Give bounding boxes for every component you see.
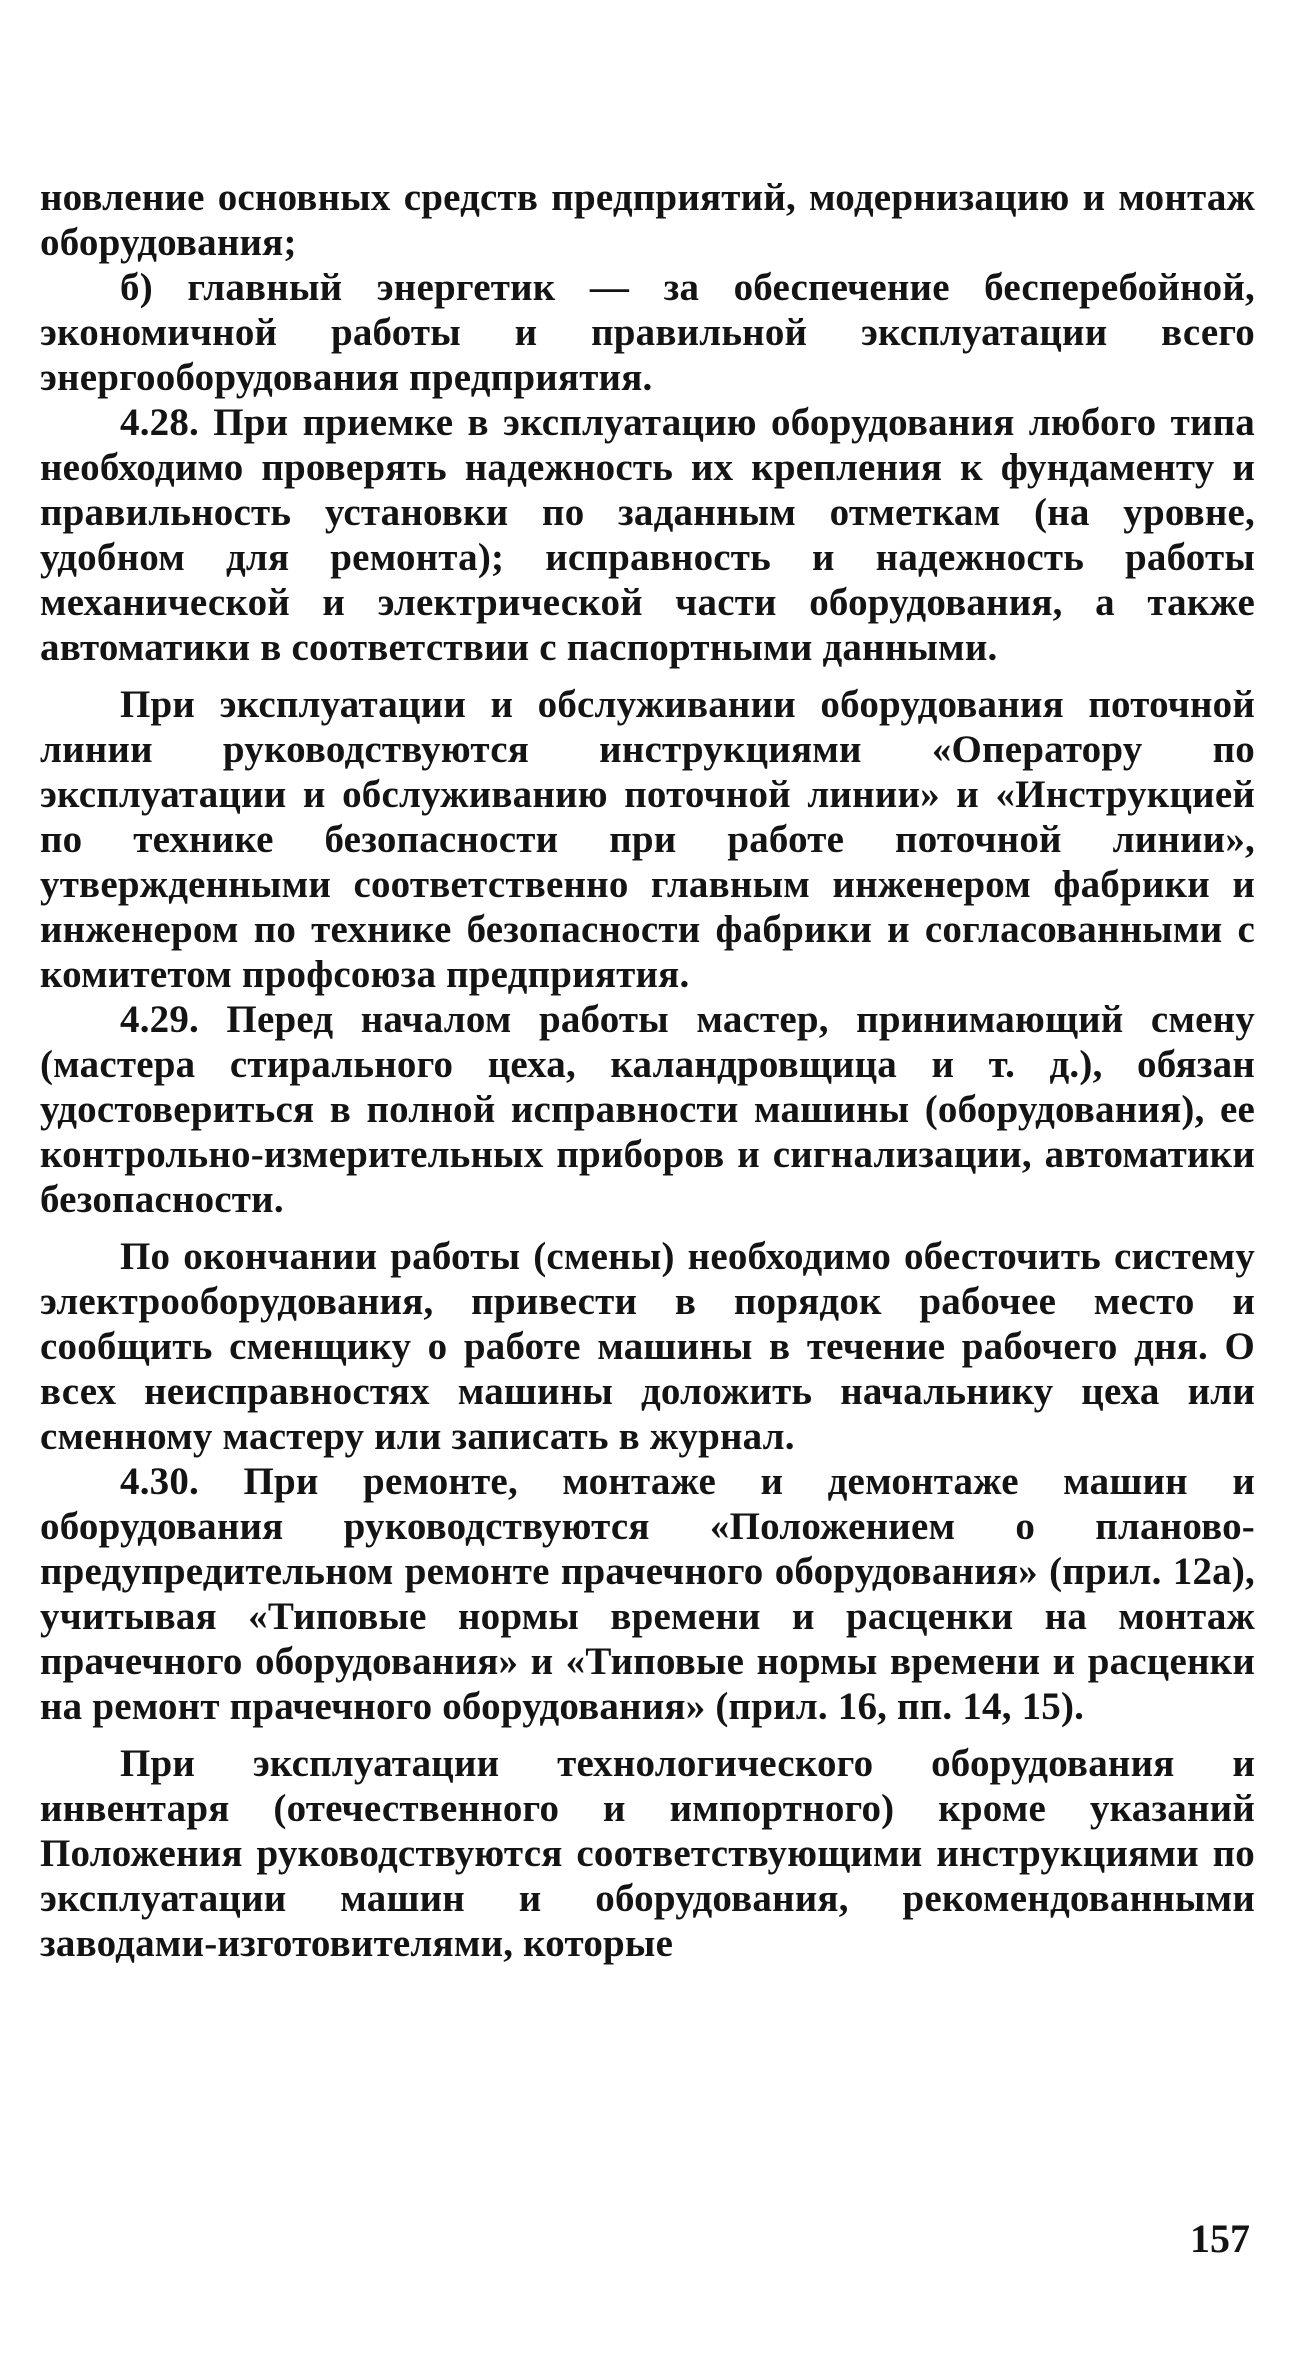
paragraph-5 <box>40 997 1255 1222</box>
paragraph-text: новление основных средств предприятий, модернизацию и монтаж оборудования; <box>40 176 1255 264</box>
paragraph-1 <box>40 175 1255 265</box>
paragraph-text: При приемке в эксплуатацию оборудования любого типа необходимо проверять надежность их крепления к фундаменту и правильность установки по заданным отметкам (на уровне, удобном для ремонта); исправность и надежность работы механической и электрической части оборудования, а также автоматики в соответствии с паспортными данными. <box>40 401 1255 669</box>
paragraph-3 <box>40 400 1255 670</box>
paragraph-4 <box>40 682 1255 997</box>
clause-number: 4.28. <box>120 401 199 444</box>
paragraph-8 <box>40 1741 1255 1966</box>
paragraph-text: При эксплуатации технологического оборудования и инвентаря (отечественного и импортного) кроме указаний Положения руководствуются соответствующими инструкциями по эксплуатации машин и оборудования, рекомендованными заводами-изготовителями, которые <box>40 1742 1255 1965</box>
paragraph-2 <box>40 265 1255 400</box>
paragraph-text: б) главный энергетик — за обеспечение бесперебойной, экономичной работы и правильной эксплуатации всего энергооборудования предприятия. <box>40 266 1255 399</box>
clause-number: 4.30. <box>120 1460 199 1503</box>
page-number: 157 <box>1190 2216 1250 2261</box>
paragraph-6 <box>40 1234 1255 1459</box>
paragraph-7 <box>40 1459 1255 1729</box>
clause-number: 4.29. <box>120 998 199 1041</box>
paragraph-text: При эксплуатации и обслуживании оборудования поточной линии руководствуются инструкциями «Оператору по эксплуатации и обслуживанию поточной линии» и «Инструкцией по технике безопасности при работе поточной линии», утвержденными соответственно главным инженером фабрики и инженером по технике безопасности фабрики и согласованными с комитетом профсоюза предприятия. <box>40 683 1255 996</box>
paragraph-text: По окончании работы (смены) необходимо обесточить систему электрооборудования, привести в порядок рабочее место и сообщить сменщику о работе машины в течение рабочего дня. О всех неисправностях машины доложить начальнику цеха или сменному мастеру или записать в журнал. <box>40 1235 1255 1458</box>
paragraph-text: Перед началом работы мастер, принимающий смену (мастера стирального цеха, каландровщица и т. д.), обязан удостовериться в полной исправности машины (оборудования), ее контрольно-измерительных приборов и сигнализации, автоматики безопасности. <box>40 998 1255 1221</box>
page-body <box>40 175 1255 1966</box>
paragraph-text: При ремонте, монтаже и демонтаже машин и оборудования руководствуются «Положением о планово-предупредительном ремонте прачечного оборудования» (прил. 12а), учитывая «Типовые нормы времени и расценки на монтаж прачечного оборудования» и «Типовые нормы времени и расценки на ремонт прачечного оборудования» (прил. 16, пп. 14, 15). <box>40 1460 1255 1728</box>
